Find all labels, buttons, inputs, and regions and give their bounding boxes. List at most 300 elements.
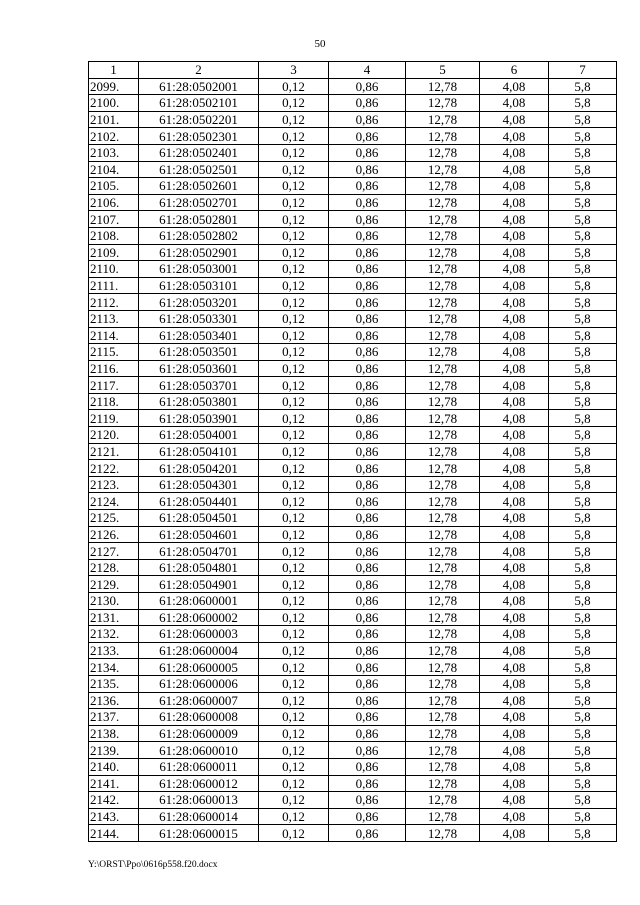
table-row bbox=[89, 277, 617, 294]
table-cell: 5,8 bbox=[549, 709, 617, 726]
table-cell: 2108. bbox=[89, 227, 139, 244]
table-cell: 5,8 bbox=[549, 443, 617, 460]
table-cell: 61:28:0600012 bbox=[139, 775, 259, 792]
table-cell: 5,8 bbox=[549, 825, 617, 842]
table-cell: 12,78 bbox=[406, 709, 480, 726]
table-cell: 0,86 bbox=[329, 808, 406, 825]
table-row bbox=[89, 510, 617, 527]
table-cell: 0,12 bbox=[259, 161, 329, 178]
table-cell: 0,12 bbox=[259, 377, 329, 394]
table-cell: 61:28:0503901 bbox=[139, 410, 259, 427]
table-cell: 0,86 bbox=[329, 261, 406, 278]
table-row bbox=[89, 410, 617, 427]
table-cell: 4,08 bbox=[480, 825, 549, 842]
table-row bbox=[89, 493, 617, 510]
table-cell: 61:28:0504901 bbox=[139, 576, 259, 593]
table-cell: 61:28:0600002 bbox=[139, 609, 259, 626]
table-cell: 61:28:0600008 bbox=[139, 709, 259, 726]
table-cell: 4,08 bbox=[480, 327, 549, 344]
table-cell: 0,86 bbox=[329, 510, 406, 527]
table-row bbox=[89, 526, 617, 543]
table-cell: 0,12 bbox=[259, 609, 329, 626]
table-cell: 5,8 bbox=[549, 593, 617, 610]
table-cell: 12,78 bbox=[406, 609, 480, 626]
table-row bbox=[89, 543, 617, 560]
table-cell: 4,08 bbox=[480, 476, 549, 493]
table-cell: 0,12 bbox=[259, 294, 329, 311]
table-cell: 61:28:0504601 bbox=[139, 526, 259, 543]
table-cell: 61:28:0503801 bbox=[139, 393, 259, 410]
table-cell: 5,8 bbox=[549, 194, 617, 211]
table-cell: 4,08 bbox=[480, 593, 549, 610]
table-cell: 5,8 bbox=[549, 626, 617, 643]
table-cell: 0,86 bbox=[329, 310, 406, 327]
table-cell: 4,08 bbox=[480, 95, 549, 112]
table-cell: 4,08 bbox=[480, 443, 549, 460]
table-cell: 0,86 bbox=[329, 460, 406, 477]
table-cell: 0,86 bbox=[329, 792, 406, 809]
table-row bbox=[89, 808, 617, 825]
table-cell: 0,86 bbox=[329, 559, 406, 576]
table-cell: 12,78 bbox=[406, 659, 480, 676]
table-cell: 61:28:0600011 bbox=[139, 758, 259, 775]
table-row bbox=[89, 144, 617, 161]
table-cell: 4,08 bbox=[480, 128, 549, 145]
table-cell: 12,78 bbox=[406, 725, 480, 742]
table-cell: 61:28:0504801 bbox=[139, 559, 259, 576]
table-cell: 12,78 bbox=[406, 377, 480, 394]
table-row bbox=[89, 227, 617, 244]
table-cell: 61:28:0600013 bbox=[139, 792, 259, 809]
table-cell: 12,78 bbox=[406, 493, 480, 510]
table-cell: 5,8 bbox=[549, 327, 617, 344]
table-cell: 2126. bbox=[89, 526, 139, 543]
table-cell: 61:28:0502101 bbox=[139, 95, 259, 112]
table-cell: 5,8 bbox=[549, 178, 617, 195]
table-cell: 4,08 bbox=[480, 377, 549, 394]
table-cell: 0,86 bbox=[329, 244, 406, 261]
table-cell: 5,8 bbox=[549, 427, 617, 444]
table-body bbox=[89, 78, 617, 841]
table-cell: 0,86 bbox=[329, 642, 406, 659]
table-cell: 61:28:0502301 bbox=[139, 128, 259, 145]
table-cell: 2127. bbox=[89, 543, 139, 560]
table-cell: 5,8 bbox=[549, 725, 617, 742]
table-cell: 2143. bbox=[89, 808, 139, 825]
table-row bbox=[89, 294, 617, 311]
table-cell: 4,08 bbox=[480, 725, 549, 742]
table-cell: 61:28:0502802 bbox=[139, 227, 259, 244]
column-header: 4 bbox=[329, 62, 406, 79]
table-cell: 4,08 bbox=[480, 626, 549, 643]
table-cell: 4,08 bbox=[480, 460, 549, 477]
table-cell: 61:28:0600001 bbox=[139, 593, 259, 610]
table-row bbox=[89, 393, 617, 410]
table-cell: 0,86 bbox=[329, 128, 406, 145]
table-cell: 0,12 bbox=[259, 626, 329, 643]
table-cell: 12,78 bbox=[406, 526, 480, 543]
table-row bbox=[89, 244, 617, 261]
table-cell: 4,08 bbox=[480, 161, 549, 178]
table-cell: 0,12 bbox=[259, 111, 329, 128]
table-cell: 5,8 bbox=[549, 493, 617, 510]
table-cell: 4,08 bbox=[480, 410, 549, 427]
table-cell: 5,8 bbox=[549, 310, 617, 327]
table-cell: 61:28:0502601 bbox=[139, 178, 259, 195]
table-cell: 61:28:0504701 bbox=[139, 543, 259, 560]
table-row bbox=[89, 128, 617, 145]
table-cell: 2144. bbox=[89, 825, 139, 842]
table-row bbox=[89, 344, 617, 361]
table-cell: 61:28:0503201 bbox=[139, 294, 259, 311]
table-cell: 12,78 bbox=[406, 543, 480, 560]
table-cell: 4,08 bbox=[480, 427, 549, 444]
table-cell: 12,78 bbox=[406, 344, 480, 361]
table-cell: 0,86 bbox=[329, 825, 406, 842]
table-cell: 0,86 bbox=[329, 576, 406, 593]
table-cell: 12,78 bbox=[406, 227, 480, 244]
table-cell: 61:28:0504501 bbox=[139, 510, 259, 527]
table-row bbox=[89, 758, 617, 775]
table-cell: 0,12 bbox=[259, 211, 329, 228]
table-cell: 2118. bbox=[89, 393, 139, 410]
table-cell: 61:28:0504301 bbox=[139, 476, 259, 493]
table-cell: 12,78 bbox=[406, 510, 480, 527]
table-cell: 5,8 bbox=[549, 692, 617, 709]
table-cell: 4,08 bbox=[480, 709, 549, 726]
table-row bbox=[89, 576, 617, 593]
table-cell: 0,12 bbox=[259, 327, 329, 344]
table-cell: 2124. bbox=[89, 493, 139, 510]
table-cell: 2125. bbox=[89, 510, 139, 527]
column-header: 1 bbox=[89, 62, 139, 79]
table-cell: 5,8 bbox=[549, 476, 617, 493]
table-cell: 12,78 bbox=[406, 161, 480, 178]
table-cell: 12,78 bbox=[406, 642, 480, 659]
table-cell: 0,12 bbox=[259, 659, 329, 676]
table-row bbox=[89, 659, 617, 676]
table-cell: 0,12 bbox=[259, 510, 329, 527]
table-cell: 0,86 bbox=[329, 161, 406, 178]
table-cell: 5,8 bbox=[549, 128, 617, 145]
table-cell: 61:28:0502401 bbox=[139, 144, 259, 161]
table-cell: 4,08 bbox=[480, 808, 549, 825]
table-row bbox=[89, 310, 617, 327]
table-cell: 2128. bbox=[89, 559, 139, 576]
table-cell: 5,8 bbox=[549, 344, 617, 361]
table-cell: 0,12 bbox=[259, 675, 329, 692]
table-cell: 5,8 bbox=[549, 377, 617, 394]
table-cell: 2109. bbox=[89, 244, 139, 261]
table-cell: 0,12 bbox=[259, 443, 329, 460]
table-cell: 5,8 bbox=[549, 510, 617, 527]
column-header: 5 bbox=[406, 62, 480, 79]
table-cell: 61:28:0600004 bbox=[139, 642, 259, 659]
table-cell: 12,78 bbox=[406, 808, 480, 825]
table-cell: 2106. bbox=[89, 194, 139, 211]
table-cell: 4,08 bbox=[480, 344, 549, 361]
table-cell: 2134. bbox=[89, 659, 139, 676]
table-cell: 5,8 bbox=[549, 543, 617, 560]
data-table bbox=[88, 61, 617, 842]
table-cell: 0,12 bbox=[259, 725, 329, 742]
table-row bbox=[89, 95, 617, 112]
table-cell: 2140. bbox=[89, 758, 139, 775]
column-header: 6 bbox=[480, 62, 549, 79]
table-row bbox=[89, 792, 617, 809]
table-row bbox=[89, 78, 617, 95]
table-cell: 5,8 bbox=[549, 227, 617, 244]
table-cell: 61:28:0504001 bbox=[139, 427, 259, 444]
table-cell: 0,86 bbox=[329, 294, 406, 311]
table-cell: 2121. bbox=[89, 443, 139, 460]
table-cell: 4,08 bbox=[480, 227, 549, 244]
table-cell: 5,8 bbox=[549, 742, 617, 759]
table-cell: 4,08 bbox=[480, 393, 549, 410]
table-cell: 12,78 bbox=[406, 393, 480, 410]
table-cell: 0,12 bbox=[259, 410, 329, 427]
table-row bbox=[89, 427, 617, 444]
table-cell: 0,86 bbox=[329, 476, 406, 493]
table-cell: 2110. bbox=[89, 261, 139, 278]
table-cell: 0,86 bbox=[329, 111, 406, 128]
table-cell: 12,78 bbox=[406, 559, 480, 576]
table-cell: 12,78 bbox=[406, 360, 480, 377]
table-cell: 0,86 bbox=[329, 277, 406, 294]
table-cell: 5,8 bbox=[549, 244, 617, 261]
table-cell: 0,12 bbox=[259, 95, 329, 112]
table-cell: 5,8 bbox=[549, 294, 617, 311]
table-cell: 0,86 bbox=[329, 443, 406, 460]
table-cell: 12,78 bbox=[406, 476, 480, 493]
table-cell: 0,12 bbox=[259, 128, 329, 145]
table-cell: 2136. bbox=[89, 692, 139, 709]
table-cell: 5,8 bbox=[549, 675, 617, 692]
table-cell: 0,12 bbox=[259, 792, 329, 809]
table-cell: 4,08 bbox=[480, 111, 549, 128]
table-cell: 5,8 bbox=[549, 808, 617, 825]
table-cell: 12,78 bbox=[406, 194, 480, 211]
table-cell: 61:28:0503701 bbox=[139, 377, 259, 394]
table-cell: 0,86 bbox=[329, 95, 406, 112]
table-cell: 61:28:0502501 bbox=[139, 161, 259, 178]
table-cell: 4,08 bbox=[480, 576, 549, 593]
table-cell: 0,12 bbox=[259, 194, 329, 211]
table-cell: 2104. bbox=[89, 161, 139, 178]
table-cell: 12,78 bbox=[406, 310, 480, 327]
table-row bbox=[89, 626, 617, 643]
table-cell: 0,86 bbox=[329, 227, 406, 244]
page-number: 50 bbox=[314, 38, 326, 50]
table-cell: 0,86 bbox=[329, 626, 406, 643]
table-cell: 0,86 bbox=[329, 78, 406, 95]
table-cell: 12,78 bbox=[406, 675, 480, 692]
table-cell: 0,12 bbox=[259, 559, 329, 576]
table-row bbox=[89, 111, 617, 128]
table-cell: 0,12 bbox=[259, 526, 329, 543]
table-cell: 12,78 bbox=[406, 775, 480, 792]
table-cell: 12,78 bbox=[406, 327, 480, 344]
table-cell: 4,08 bbox=[480, 609, 549, 626]
table-cell: 5,8 bbox=[549, 211, 617, 228]
table-cell: 2139. bbox=[89, 742, 139, 759]
table-cell: 0,12 bbox=[259, 261, 329, 278]
table-row bbox=[89, 675, 617, 692]
table-cell: 2111. bbox=[89, 277, 139, 294]
table-cell: 0,12 bbox=[259, 775, 329, 792]
table-cell: 0,12 bbox=[259, 493, 329, 510]
table-row bbox=[89, 460, 617, 477]
table-cell: 0,86 bbox=[329, 144, 406, 161]
table-cell: 0,12 bbox=[259, 227, 329, 244]
table-row bbox=[89, 261, 617, 278]
table-cell: 4,08 bbox=[480, 178, 549, 195]
table-cell: 4,08 bbox=[480, 775, 549, 792]
table-cell: 0,12 bbox=[259, 244, 329, 261]
table-cell: 0,12 bbox=[259, 642, 329, 659]
table-cell: 0,12 bbox=[259, 692, 329, 709]
table-row bbox=[89, 642, 617, 659]
table-cell: 4,08 bbox=[480, 261, 549, 278]
table-cell: 0,86 bbox=[329, 493, 406, 510]
table-cell: 2132. bbox=[89, 626, 139, 643]
table-cell: 2138. bbox=[89, 725, 139, 742]
table-cell: 0,12 bbox=[259, 360, 329, 377]
table-cell: 12,78 bbox=[406, 742, 480, 759]
table-cell: 2131. bbox=[89, 609, 139, 626]
table-cell: 2119. bbox=[89, 410, 139, 427]
table-cell: 2102. bbox=[89, 128, 139, 145]
table-cell: 5,8 bbox=[549, 642, 617, 659]
table-cell: 0,12 bbox=[259, 576, 329, 593]
table-cell: 5,8 bbox=[549, 393, 617, 410]
table-cell: 61:28:0503601 bbox=[139, 360, 259, 377]
table-cell: 0,12 bbox=[259, 825, 329, 842]
table-cell: 4,08 bbox=[480, 194, 549, 211]
table-cell: 4,08 bbox=[480, 294, 549, 311]
table-cell: 0,86 bbox=[329, 609, 406, 626]
table-cell: 4,08 bbox=[480, 792, 549, 809]
table-cell: 0,86 bbox=[329, 675, 406, 692]
table-cell: 12,78 bbox=[406, 261, 480, 278]
table-cell: 0,12 bbox=[259, 593, 329, 610]
table-cell: 61:28:0502201 bbox=[139, 111, 259, 128]
table-cell: 5,8 bbox=[549, 78, 617, 95]
table-cell: 61:28:0503301 bbox=[139, 310, 259, 327]
table-cell: 5,8 bbox=[549, 576, 617, 593]
table-cell: 61:28:0600003 bbox=[139, 626, 259, 643]
table-cell: 0,86 bbox=[329, 377, 406, 394]
table-cell: 2101. bbox=[89, 111, 139, 128]
table-cell: 0,86 bbox=[329, 526, 406, 543]
table-row bbox=[89, 742, 617, 759]
table-cell: 61:28:0600015 bbox=[139, 825, 259, 842]
table-cell: 2141. bbox=[89, 775, 139, 792]
table-cell: 2099. bbox=[89, 78, 139, 95]
table-cell: 0,86 bbox=[329, 758, 406, 775]
table-cell: 2133. bbox=[89, 642, 139, 659]
table-cell: 2100. bbox=[89, 95, 139, 112]
table-cell: 12,78 bbox=[406, 792, 480, 809]
table-cell: 2117. bbox=[89, 377, 139, 394]
table-cell: 0,86 bbox=[329, 427, 406, 444]
table-cell: 5,8 bbox=[549, 775, 617, 792]
table-cell: 61:28:0503001 bbox=[139, 261, 259, 278]
table-cell: 2113. bbox=[89, 310, 139, 327]
table-cell: 0,12 bbox=[259, 758, 329, 775]
table-cell: 2130. bbox=[89, 593, 139, 610]
table-cell: 0,86 bbox=[329, 742, 406, 759]
table-cell: 5,8 bbox=[549, 111, 617, 128]
table-cell: 61:28:0600006 bbox=[139, 675, 259, 692]
table-cell: 0,12 bbox=[259, 178, 329, 195]
table-cell: 5,8 bbox=[549, 261, 617, 278]
table-cell: 0,12 bbox=[259, 543, 329, 560]
table-cell: 5,8 bbox=[549, 659, 617, 676]
table-cell: 2107. bbox=[89, 211, 139, 228]
footer-file-path: Y:\ORST\Ppo\0616p558.f20.docx bbox=[88, 860, 218, 870]
table-cell: 5,8 bbox=[549, 144, 617, 161]
table-cell: 5,8 bbox=[549, 609, 617, 626]
table-cell: 12,78 bbox=[406, 277, 480, 294]
table-cell: 4,08 bbox=[480, 526, 549, 543]
table-cell: 2105. bbox=[89, 178, 139, 195]
table-cell: 2120. bbox=[89, 427, 139, 444]
table-cell: 61:28:0504101 bbox=[139, 443, 259, 460]
table-cell: 12,78 bbox=[406, 410, 480, 427]
table-cell: 0,12 bbox=[259, 709, 329, 726]
table-cell: 4,08 bbox=[480, 543, 549, 560]
table-cell: 4,08 bbox=[480, 310, 549, 327]
table-cell: 0,86 bbox=[329, 543, 406, 560]
table-row bbox=[89, 825, 617, 842]
table-row bbox=[89, 559, 617, 576]
table-cell: 0,12 bbox=[259, 808, 329, 825]
table-cell: 61:28:0600009 bbox=[139, 725, 259, 742]
table-cell: 12,78 bbox=[406, 825, 480, 842]
table-cell: 61:28:0600007 bbox=[139, 692, 259, 709]
table-cell: 5,8 bbox=[549, 410, 617, 427]
table-cell: 12,78 bbox=[406, 443, 480, 460]
table-cell: 4,08 bbox=[480, 559, 549, 576]
table-row bbox=[89, 443, 617, 460]
table-cell: 4,08 bbox=[480, 244, 549, 261]
table-cell: 2135. bbox=[89, 675, 139, 692]
table-cell: 0,86 bbox=[329, 593, 406, 610]
table-cell: 0,12 bbox=[259, 144, 329, 161]
table-cell: 61:28:0502001 bbox=[139, 78, 259, 95]
table-cell: 5,8 bbox=[549, 161, 617, 178]
table-cell: 12,78 bbox=[406, 111, 480, 128]
table-cell: 12,78 bbox=[406, 78, 480, 95]
table-cell: 0,86 bbox=[329, 327, 406, 344]
table-cell: 12,78 bbox=[406, 211, 480, 228]
table-cell: 4,08 bbox=[480, 144, 549, 161]
column-header: 3 bbox=[259, 62, 329, 79]
table-cell: 12,78 bbox=[406, 128, 480, 145]
table-cell: 0,12 bbox=[259, 476, 329, 493]
table-cell: 0,86 bbox=[329, 360, 406, 377]
table-cell: 61:28:0504401 bbox=[139, 493, 259, 510]
table-cell: 4,08 bbox=[480, 211, 549, 228]
table-row bbox=[89, 593, 617, 610]
table-cell: 4,08 bbox=[480, 78, 549, 95]
table-cell: 12,78 bbox=[406, 626, 480, 643]
table-cell: 0,12 bbox=[259, 344, 329, 361]
table-cell: 2142. bbox=[89, 792, 139, 809]
table-cell: 5,8 bbox=[549, 559, 617, 576]
table-cell: 2115. bbox=[89, 344, 139, 361]
